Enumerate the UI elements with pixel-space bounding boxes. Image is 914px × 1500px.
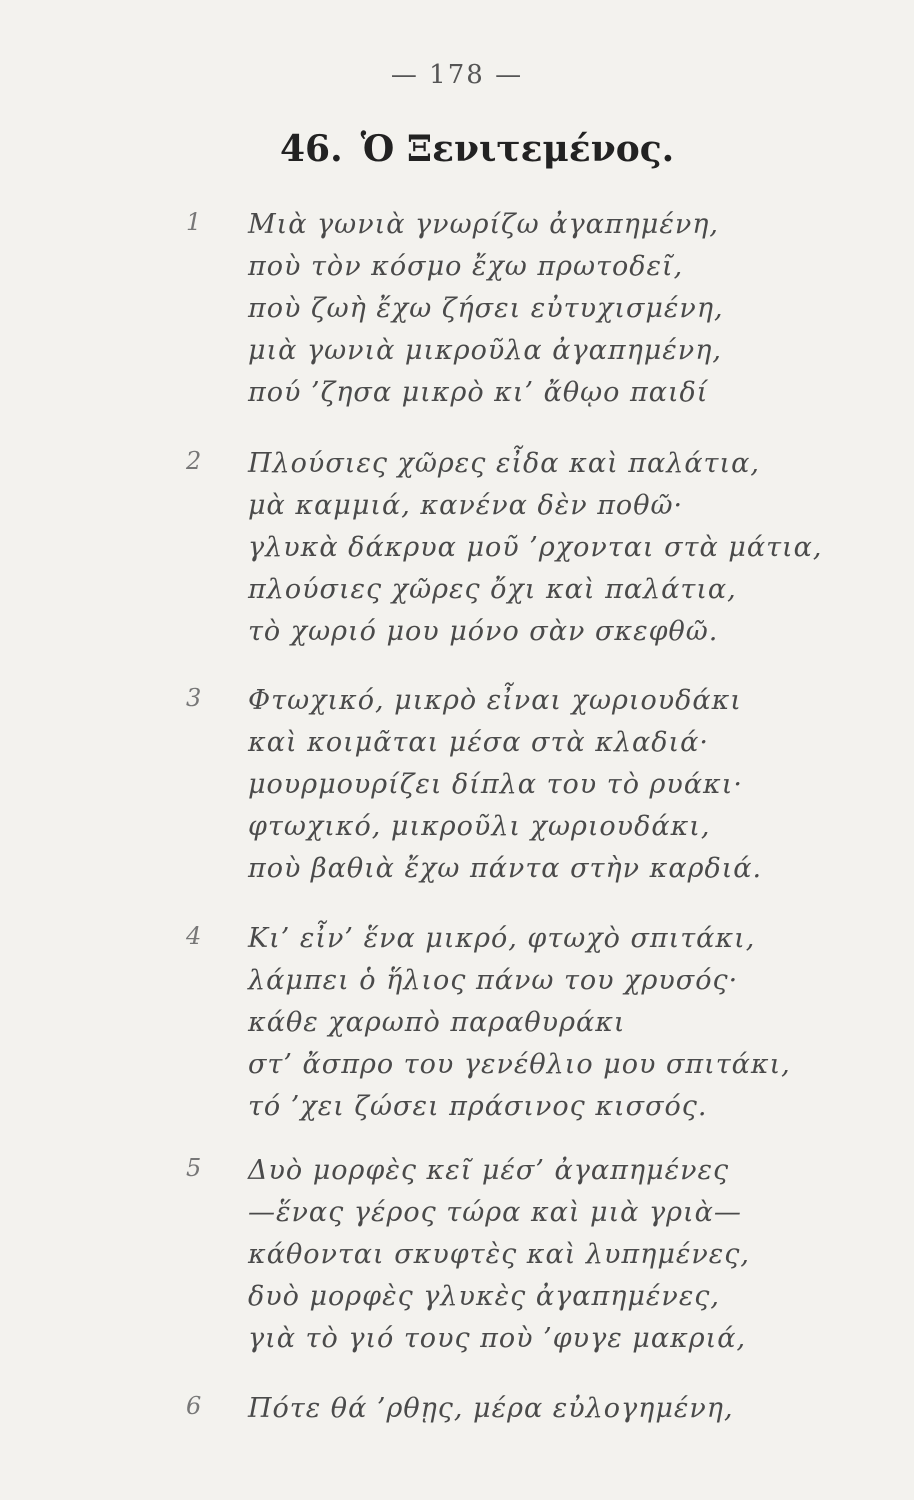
verse-line: καὶ κοιμᾶται μέσα στὰ κλαδιά· [248,727,709,758]
verse-line: Δυὸ μορφὲς κεῖ μέσ’ ἀγαπημένες [248,1155,730,1186]
stanza-number: 2 [186,447,202,475]
verse-line: ποὺ βαθιὰ ἔχω πάντα στὴν καρδιά. [248,853,763,884]
verse-line: πλούσιες χῶρες ὄχι καὶ παλάτια, [248,574,737,605]
verse-line: γλυκὰ δάκρυα μοῦ ’ρχονται στὰ μάτια, [248,532,823,563]
verse-line: μὰ καμμιά, κανένα δὲν ποθῶ· [248,490,684,521]
verse-line: Κι’ εἶν’ ἕνα μικρό, φτωχὸ σπιτάκι, [248,923,756,954]
verse-line: στ’ ἄσπρο του γενέθλιο μου σπιτάκι, [248,1049,791,1080]
page-number: — 178 — [390,60,524,90]
poem-title [280,128,674,170]
stanza-number: 5 [186,1154,202,1182]
verse-line: Φτωχικό, μικρὸ εἶναι χωριουδάκι [248,685,742,716]
verse-line: Πλούσιες χῶρες εἶδα καὶ παλάτια, [248,448,760,479]
stanza-number: 4 [186,922,202,950]
stanza-number: 6 [186,1392,202,1420]
verse-line: πού ’ζησα μικρὸ κι’ ἄθῳο παιδί [248,377,709,408]
verse-line: λάμπει ὁ ἥλιος πάνω του χρυσός· [248,965,739,996]
verse-line: μουρμουρίζει δίπλα του τὸ ρυάκι· [248,769,743,800]
stanza-number: 3 [186,684,202,712]
verse-line: Πότε θά ’ρθῃς, μέρα εὐλογημένη, [248,1393,734,1424]
verse-line: μιὰ γωνιὰ μικροῦλα ἀγαπημένη, [248,335,722,366]
verse-line: ποὺ ζωὴ ἔχω ζήσει εὐτυχισμένη, [248,293,724,324]
verse-line: ποὺ τὸν κόσμο ἔχω πρωτοδεῖ, [248,251,684,282]
verse-line: —ἕνας γέρος τώρα καὶ μιὰ γριὰ— [248,1197,742,1228]
verse-line: κάθε χαρωπὸ παραθυράκι [248,1007,626,1038]
verse-line: κάθονται σκυφτὲς καὶ λυπημένες, [248,1239,750,1270]
verse-line: τό ’χει ζώσει πράσινος κισσός. [248,1091,708,1122]
verse-line: γιὰ τὸ γιό τους ποὺ ’φυγε μακριά, [248,1323,747,1354]
stanza-number: 1 [186,208,202,236]
verse-line: Μιὰ γωνιὰ γνωρίζω ἀγαπημένη, [248,209,720,240]
poem-title-text: Ὁ Ξενιτεμένος. [360,128,675,170]
poem-number: 46. [280,128,343,170]
verse-line: δυὸ μορφὲς γλυκὲς ἀγαπημένες, [248,1281,721,1312]
verse-line: φτωχικό, μικροῦλι χωριουδάκι, [248,811,711,842]
verse-line: τὸ χωριό μου μόνο σὰν σκεφθῶ. [248,616,719,647]
